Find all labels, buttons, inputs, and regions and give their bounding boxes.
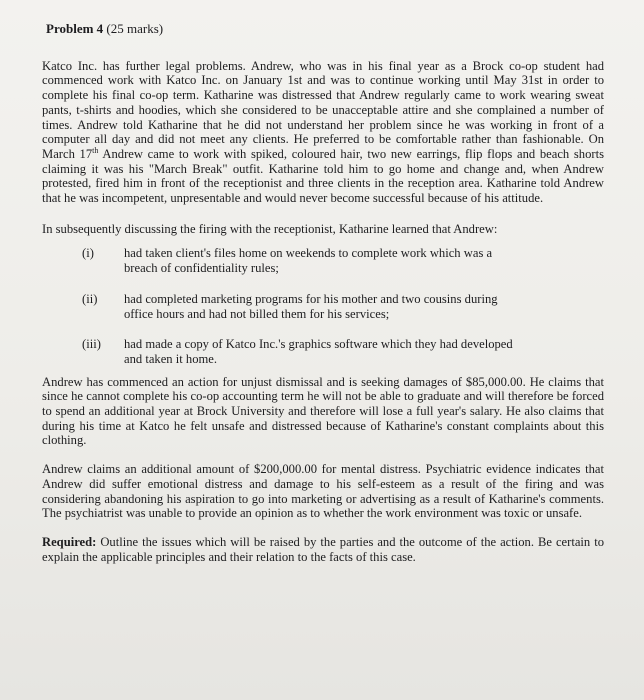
claim-paragraph: Andrew has commenced an action for unjust dismissal and is seeking damages of $85,000.00. He claims that since he cannot complete his co-op accounting term he will not be able to graduate and will therefore be forced to spend an additional year at Brock University and therefore will lose a full year's salary. He also claims that during his time at Katco he felt unsafe and distressed because of Katharine's constant complaints about this clothing. bbox=[42, 374, 604, 448]
list-item-text: had made a copy of Katco Inc.'s graphics software which they had developed and taken it home. bbox=[124, 337, 513, 366]
list-item-text: had taken client's files home on weekends to complete work which was a breach of confidentiality rules; bbox=[124, 246, 493, 276]
list-item-text: had completed marketing programs for his mother and two cousins during office hours and had not billed them for his services; bbox=[124, 291, 498, 321]
problem-marks: (25 marks) bbox=[106, 21, 164, 36]
required-label: Required: bbox=[42, 534, 97, 549]
list-item bbox=[82, 337, 522, 366]
list-item bbox=[82, 246, 522, 275]
required-text: Outline the issues which will be raised by the parties and the outcome of the action. Be certain to explain the applicable principles and their relation to the facts of this case. bbox=[42, 534, 604, 564]
list-item-number: (ii) bbox=[82, 291, 98, 306]
problem-heading bbox=[46, 22, 604, 37]
facts-text-a: Katco Inc. has further legal problems. Andrew, who was in his final year as a Brock co-op student had commenced work with Katco Inc. on January 1st and was to continue working until May 31st in order to complete his final co-op term. Katharine was distressed that Andrew regularly came to work wearing sweat pants, t-shirts and hoodies, which she considered to be unacceptable attire and she complained a number of times. Andrew told Katharine that he did not understand her problem since he was working in front of a computer all day and did not meet any clients. He preferred to be comfortable rather than fashionable. On March 17 bbox=[42, 58, 604, 161]
problem-title: Problem 4 bbox=[46, 21, 104, 36]
facts-text-b: Andrew came to work with spiked, coloured hair, two new earrings, flip flops and beach shorts claiming it was his "March Break" outfit. Katharine told him to go home and change and, when Andrew protested, fired him in front of the receptionist and three clients in the reception area. Katharine told Andrew that he was incompetent, unpresentable and would never become successful because of his attitude. bbox=[42, 146, 604, 206]
facts-paragraph bbox=[42, 59, 604, 206]
discussion-intro: In subsequently discussing the firing with the receptionist, Katharine learned that Andrew: bbox=[42, 221, 498, 236]
facts-superscript: th bbox=[92, 145, 99, 155]
list-item bbox=[82, 292, 522, 321]
list-item-number: (iii) bbox=[82, 337, 101, 352]
additional-claim-paragraph: Andrew claims an additional amount of $200,000.00 for mental distress. Psychiatric evidence indicates that Andrew did suffer emotional distress and damage to his self-esteem as a result of the firing and was considering abandoning his aspiration to go into marketing or advertising as a result of Katharine's comments. The psychiatrist was unable to provide an opinion as to whether the work environment was toxic or unsafe. bbox=[42, 462, 604, 521]
required-paragraph bbox=[42, 535, 604, 564]
list-item-number: (i) bbox=[82, 246, 94, 261]
